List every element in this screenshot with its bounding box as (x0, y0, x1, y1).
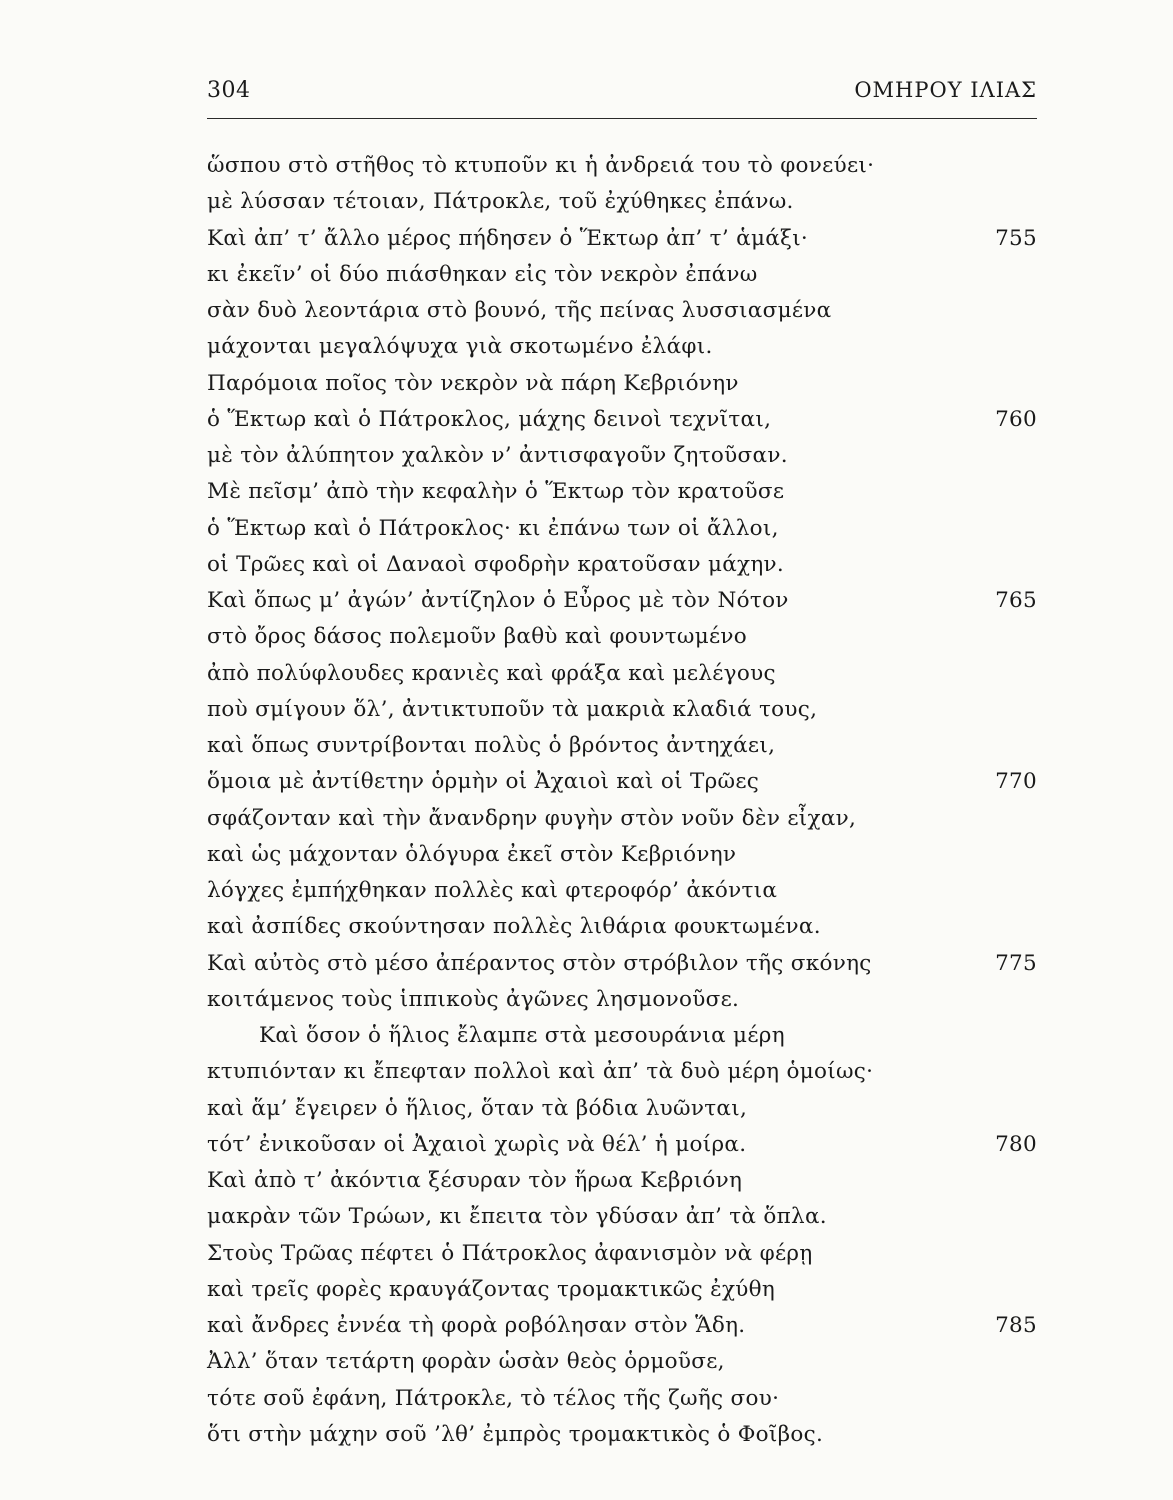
verse-text: ὥσπου στὸ στῆθος τὸ κτυποῦν κι ἡ ἀνδρειά του τὸ φονεύει· (207, 153, 875, 178)
verse-text: οἱ Τρῶες καὶ οἱ Δαναοὶ σφοδρὴν κρατοῦσαν μάχην. (207, 551, 785, 577)
verse-text: μὲ τὸν ἀλύπητον χαλκὸν ν’ ἀντισφαγοῦν ζητοῦσαν. (207, 443, 788, 468)
verse-text: κοιτάμενος τοὺς ἱππικοὺς ἀγῶνες λησμονοῦσε. (207, 986, 740, 1012)
verse-text: καὶ ἄνδρες ἐννέα τὴ φορὰ ροβόλησαν στὸν Ἅδη. (207, 1313, 746, 1338)
verse-text: ὅμοια μὲ ἀντίθετην ὁρμὴν οἱ Ἀχαιοὶ καὶ οἱ Τρῶες (207, 769, 760, 795)
verse-line (207, 873, 1037, 909)
verse-text: ὁ Ἕκτωρ καὶ ὁ Πάτροκλος, μάχης δεινοὶ τεχνῖται, (207, 406, 772, 432)
verse-line (207, 1163, 1037, 1199)
verse-line (207, 1381, 1037, 1417)
verse-text: ὅτι στὴν μάχην σοῦ ’λθ’ ἐμπρὸς τρομακτικὸς ὁ Φοῖβος. (207, 1421, 824, 1447)
verse-line (207, 329, 1037, 365)
verse-text: μακρὰν τῶν Τρώων, κι ἔπειτα τὸν γδύσαν ἀπ’ τὰ ὅπλα. (207, 1204, 827, 1230)
verse-text: λόγχες ἐμπήχθηκαν πολλὲς καὶ φτεροφόρ’ ἀκόντια (207, 878, 778, 903)
verse-text: ποὺ σμίγουν ὅλ’, ἀντικτυποῦν τὰ μακριὰ κλαδιά τους, (207, 696, 818, 722)
verse-line (207, 728, 1037, 764)
verse-line (207, 764, 1037, 800)
verse-text: Μὲ πεῖσμ’ ἀπὸ τὴν κεφαλὴν ὁ Ἕκτωρ τὸν κρατοῦσε (207, 479, 785, 505)
verse-line (207, 438, 1037, 474)
verse-line (207, 1308, 1037, 1344)
page-header (207, 78, 1037, 112)
line-number: 755 (995, 225, 1037, 251)
line-number: 785 (995, 1313, 1037, 1338)
verse-text: μὲ λύσσαν τέτοιαν, Πάτροκλε, τοῦ ἐχύθηκες ἐπάνω. (207, 189, 794, 215)
verse-line (207, 511, 1037, 547)
verse-text: κι ἐκεῖν’ οἱ δύο πιάσθηκαν εἰς τὸν νεκρὸν ἐπάνω (207, 261, 758, 287)
verse-text: καὶ ἀσπίδες σκούντησαν πολλὲς λιθάρια φουκτωμένα. (207, 914, 821, 940)
verse-line (207, 837, 1037, 873)
verse-text: Καὶ ὅπως μ’ ἀγών’ ἀντίζηλον ὁ Εὖρος μὲ τὸν Νότον (207, 588, 789, 613)
verse-text: καὶ ὡς μάχονταν ὁλόγυρα ἐκεῖ στὸν Κεβριόνην (207, 841, 737, 867)
verse-text: στὸ ὄρος δάσος πολεμοῦν βαθὺ καὶ φουντωμένο (207, 624, 748, 650)
verse-line (207, 692, 1037, 728)
verse-text: Ἀλλ’ ὅταν τετάρτη φορὰν ὡσὰν θεὸς ὁρμοῦσε, (207, 1349, 725, 1375)
running-title: ΟΜΗΡΟΥ ΙΛΙΑΣ (854, 78, 1037, 102)
verse-line (207, 982, 1037, 1018)
verse-line (207, 1344, 1037, 1380)
verse-line (207, 293, 1037, 329)
verse-line (207, 946, 1037, 982)
verse-text: κτυπιόνταν κι ἔπεφταν πολλοὶ καὶ ἀπ’ τὰ δυὸ μέρη ὁμοίως· (207, 1059, 874, 1085)
poem-body (207, 148, 1037, 1453)
verse-line (207, 474, 1037, 510)
verse-line (207, 1127, 1037, 1163)
verse-text: Καὶ αὐτὸς στὸ μέσο ἀπέραντος στὸν στρόβιλον τῆς σκόνης (207, 950, 872, 976)
line-number: 770 (995, 769, 1037, 795)
verse-line (207, 1091, 1037, 1127)
verse-line (207, 184, 1037, 220)
verse-text: σφάζονταν καὶ τὴν ἄνανδρην φυγὴν στὸν νοῦν δὲν εἶχαν, (207, 805, 857, 831)
verse-text: καὶ ὅπως συντρίβονται πολὺς ὁ βρόντος ἀντηχάει, (207, 733, 776, 758)
verse-line (207, 1272, 1037, 1308)
verse-text: μάχονται μεγαλόψυχα γιὰ σκοτωμένο ἐλάφι. (207, 334, 713, 360)
verse-line (207, 1417, 1037, 1453)
verse-line (207, 1018, 1037, 1054)
verse-text: Καὶ ἀπὸ τ’ ἀκόντια ξέσυραν τὸν ἥρωα Κεβριόνη (207, 1168, 743, 1193)
verse-line (207, 656, 1037, 692)
line-number: 760 (995, 406, 1037, 432)
verse-line (207, 402, 1037, 438)
verse-text: Καὶ ὅσον ὁ ἥλιος ἔλαμπε στὰ μεσουράνια μέρη (259, 1023, 785, 1048)
verse-text: Καὶ ἀπ’ τ’ ἄλλο μέρος πήδησεν ὁ Ἕκτωρ ἀπ’ τ’ ἁμάξι· (207, 225, 809, 251)
verse-line (207, 1199, 1037, 1235)
verse-text: τότε σοῦ ἐφάνη, Πάτροκλε, τὸ τέλος τῆς ζωῆς σου· (207, 1385, 780, 1411)
verse-text: σὰν δυὸ λεοντάρια στὸ βουνό, τῆς πείνας λυσσιασμένα (207, 298, 832, 323)
verse-text: Παρόμοια ποῖος τὸν νεκρὸν νὰ πάρη Κεβριόνην (207, 370, 739, 396)
line-number: 775 (995, 950, 1037, 976)
header-rule (207, 118, 1037, 119)
verse-line (207, 366, 1037, 402)
verse-line (207, 547, 1037, 583)
page-number: 304 (207, 78, 251, 103)
verse-line (207, 257, 1037, 293)
line-number: 765 (995, 588, 1037, 613)
verse-line (207, 583, 1037, 619)
verse-line (207, 148, 1037, 184)
verse-text: τότ’ ἐνικοῦσαν οἱ Ἀχαιοὶ χωρὶς νὰ θέλ’ ἡ μοίρα. (207, 1131, 747, 1157)
verse-text: ὁ Ἕκτωρ καὶ ὁ Πάτροκλος· κι ἐπάνω των οἱ ἄλλοι, (207, 515, 779, 541)
verse-line (207, 1236, 1037, 1272)
verse-line (207, 1054, 1037, 1090)
verse-line (207, 909, 1037, 945)
verse-line (207, 801, 1037, 837)
verse-text: Στοὺς Τρῶας πέφτει ὁ Πάτροκλος ἀφανισμὸν νὰ φέρῃ (207, 1240, 813, 1266)
line-number: 780 (995, 1131, 1037, 1157)
verse-text: ἀπὸ πολύφλουδες κρανιὲς καὶ φράξα καὶ μελέγους (207, 660, 776, 686)
verse-line (207, 221, 1037, 257)
verse-text: καὶ τρεῖς φορὲς κραυγάζοντας τρομακτικῶς ἐχύθη (207, 1276, 776, 1302)
verse-line (207, 619, 1037, 655)
verse-text: καὶ ἅμ’ ἔγειρεν ὁ ἥλιος, ὅταν τὰ βόδια λυῶνται, (207, 1095, 748, 1121)
